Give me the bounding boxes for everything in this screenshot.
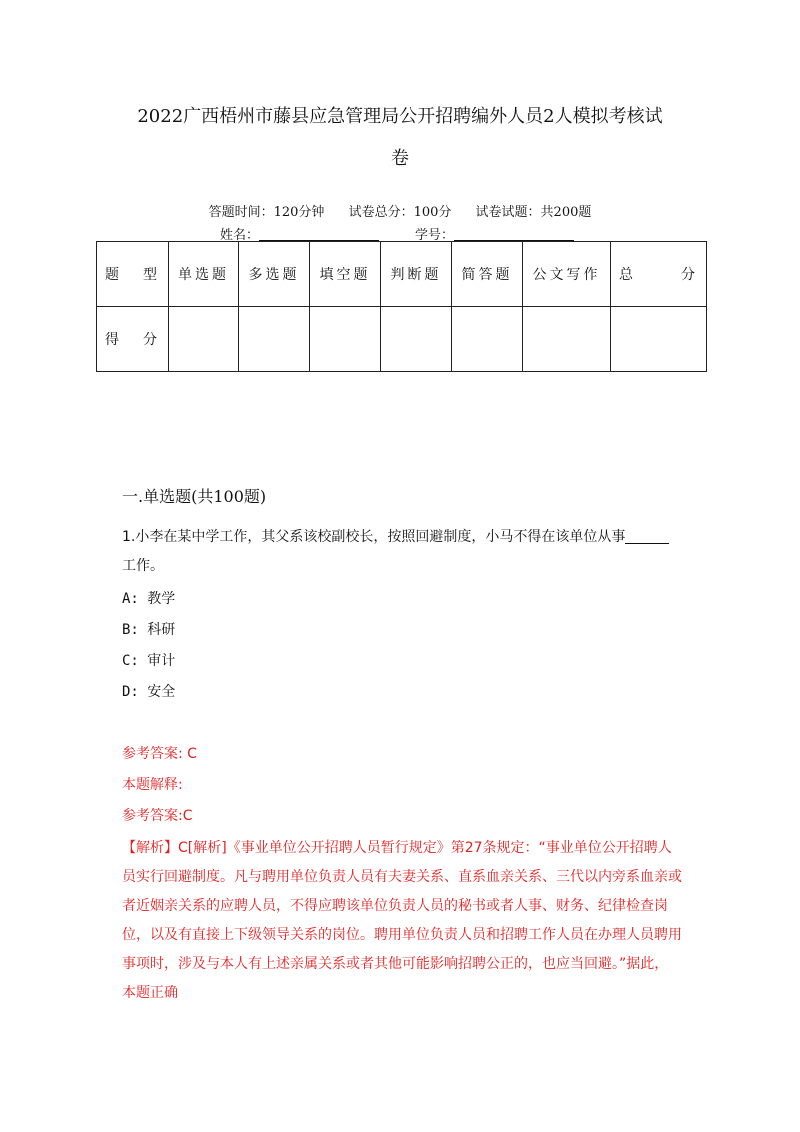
score-cell xyxy=(310,307,381,372)
score-table-col-total: 总 分 xyxy=(611,242,707,307)
name-label: 姓名： xyxy=(220,228,260,243)
question-text-before: 1.小李在某中学工作，其父系该校副校长，按照回避制度，小马不得在该单位从事 xyxy=(122,529,626,545)
score-table-col-true-false: 判断题 xyxy=(381,242,452,307)
score-cell xyxy=(381,307,452,372)
reference-answer-repeat: 参考答案:C xyxy=(122,808,193,824)
option-c: C: 审计 xyxy=(122,653,176,669)
score-cell xyxy=(239,307,310,372)
id-blank xyxy=(454,228,574,241)
question-blank xyxy=(625,529,669,544)
score-table-col-fill-blank: 填空题 xyxy=(310,242,381,307)
id-label: 学号： xyxy=(415,228,455,243)
option-d: D: 安全 xyxy=(122,684,176,700)
section-heading: 一.单选题(共100题) xyxy=(122,487,267,506)
score-table xyxy=(96,241,707,372)
reference-answer: 参考答案: C xyxy=(122,746,197,762)
explanation-label: 本题解释: xyxy=(122,777,183,793)
exam-title-line2: 卷 xyxy=(391,148,409,169)
exam-total-score: 试卷总分：100分 xyxy=(348,205,452,220)
score-cell xyxy=(169,307,239,372)
score-table-header-type: 题 型 xyxy=(97,242,169,307)
exam-question-count: 试卷试题：共200题 xyxy=(475,205,592,220)
option-a: A: 教学 xyxy=(122,591,176,607)
score-table-col-multiple-choice: 多选题 xyxy=(239,242,310,307)
score-table-col-single-choice: 单选题 xyxy=(169,242,239,307)
answer-explanation: 【解析】C[解析]《事业单位公开招聘人员暂行规定》第27条规定：“事业单位公开招聘人员实行回避制度。凡与聘用单位负责人员有夫妻关系、直系血亲关系、三代以内旁系血亲或者近姻亲关系的应聘人员，不得应聘该单位负责人员的秘书或者人事、财务、纪律检查岗位，以及有直接上下级领导关系的岗位。聘用单位负责人员和招聘工作人员在办理人员聘用事项时，涉及与本人有上述亲属关系或者其他可能影响招聘公正的，也应当回避。”据此，本题正确 xyxy=(122,840,682,1001)
exam-meta-row xyxy=(0,205,800,221)
score-cell xyxy=(523,307,611,372)
question-text xyxy=(122,523,682,581)
exam-title-line1: 2022广西梧州市藤县应急管理局公开招聘编外人员2人模拟考核试 xyxy=(137,106,663,127)
score-table-col-short-answer: 简答题 xyxy=(452,242,523,307)
score-cell xyxy=(452,307,523,372)
name-blank xyxy=(259,228,379,241)
option-b: B: 科研 xyxy=(122,622,176,638)
score-cell xyxy=(611,307,707,372)
score-table-header-score: 得 分 xyxy=(97,307,169,372)
question-text-after: 工作。 xyxy=(122,558,164,574)
exam-time: 答题时间：120分钟 xyxy=(208,205,325,220)
score-table-col-document-writing: 公文写作 xyxy=(523,242,611,307)
